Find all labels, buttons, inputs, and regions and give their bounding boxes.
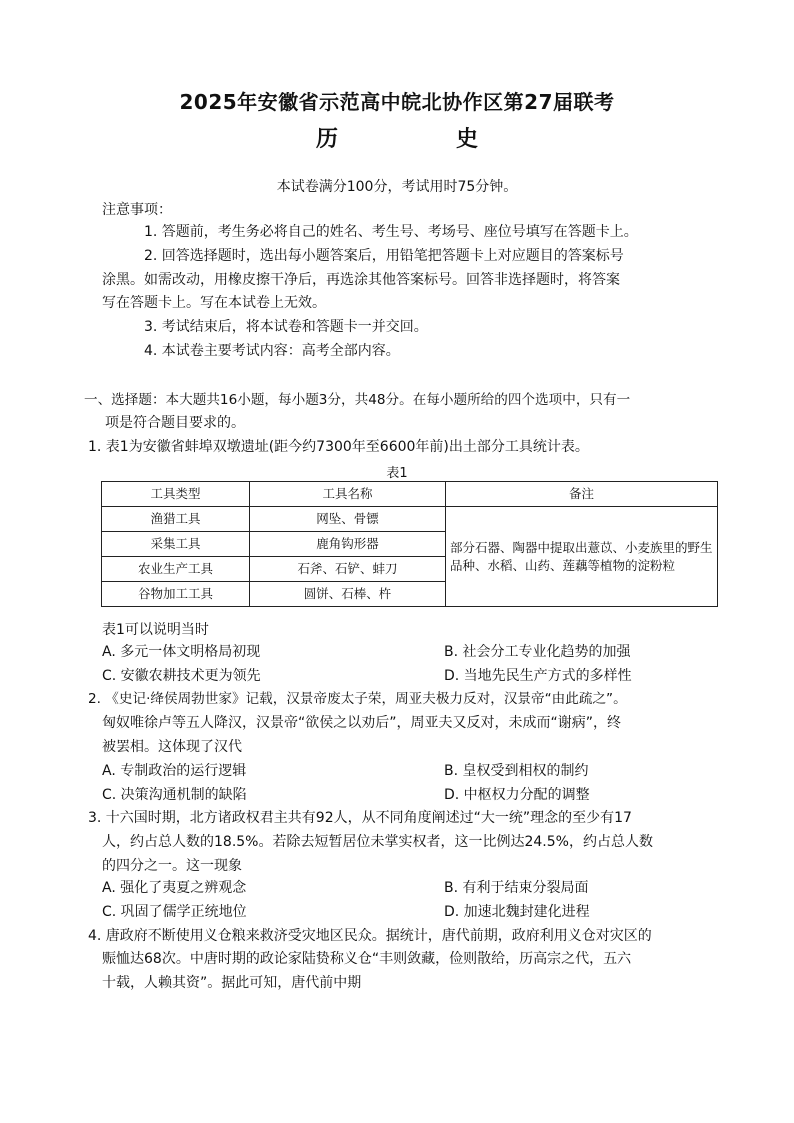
table-row xyxy=(102,507,718,532)
table-cell-type: 渔猎工具 xyxy=(102,507,250,532)
table-caption: 表1 xyxy=(386,466,408,481)
q2-option-b: B. 皇权受到相权的制约 xyxy=(444,763,589,779)
table-cell-names: 鹿角钩形器 xyxy=(250,532,446,557)
table-cell-note: 部分石器、陶器中提取出薏苡、小麦族里的野生品种、水稻、山药、莲藕等植物的淀粉粒 xyxy=(446,507,718,607)
note-1: 1. 答题前，考生务必将自己的姓名、考生号、考场号、座位号填写在答题卡上。 xyxy=(144,224,638,240)
q3-line-2: 人，约占总人数的18.5%。若除去短暂居位未掌实权者，这一比例达24.5%，约占总人数 xyxy=(102,834,653,850)
table-cell-type: 农业生产工具 xyxy=(102,557,250,582)
q1-option-c: C. 安徽农耕技术更为领先 xyxy=(102,668,261,684)
section-heading-line-2: 项是符合题目要求的。 xyxy=(105,415,245,431)
note-2-line-3: 写在答题卡上。写在本试卷上无效。 xyxy=(102,295,326,311)
table-header-cell: 工具名称 xyxy=(250,482,446,507)
notes-heading: 注意事项： xyxy=(102,202,172,218)
q2-line-2: 匈奴唯徐卢等五人降汉，汉景帝“欲侯之以劝后”，周亚夫又反对，未成而“谢病”，终 xyxy=(102,715,622,731)
q2-option-a: A. 专制政治的运行逻辑 xyxy=(102,763,247,779)
note-2-line-1: 2. 回答选择题时，选出每小题答案后，用铅笔把答题卡上对应题目的答案标号 xyxy=(144,248,624,264)
q4-line-1: 4. 唐政府不断使用义仓粮来救济受灾地区民众。据统计，唐代前期，政府利用义仓对灾区的 xyxy=(88,928,652,944)
table-header-row xyxy=(102,482,718,507)
q3-line-3: 的四分之一。这一现象 xyxy=(102,858,242,874)
table-cell-type: 谷物加工工具 xyxy=(102,582,250,607)
q3-option-c: C. 巩固了儒学正统地位 xyxy=(102,904,247,920)
q4-line-3: 十载，人赖其资”。据此可知，唐代前中期 xyxy=(102,975,362,991)
note-3: 3. 考试结束后，将本试卷和答题卡一并交回。 xyxy=(144,319,428,335)
q4-line-2: 赈恤达68次。中唐时期的政论家陆贽称义仓“丰则敛藏，俭则散给，历高宗之代，五六 xyxy=(102,951,632,967)
subject-char-2: 史 xyxy=(456,127,479,152)
score-time-line: 本试卷满分100分，考试用时75分钟。 xyxy=(276,179,518,195)
q2-option-d: D. 中枢权力分配的调整 xyxy=(444,787,590,803)
table-cell-names: 圆饼、石棒、杵 xyxy=(250,582,446,607)
q3-option-d: D. 加速北魏封建化进程 xyxy=(444,904,590,920)
q1-stem: 1. 表1为安徽省蚌埠双墩遗址(距今约7300年至6600年前)出土部分工具统计表。 xyxy=(88,439,589,455)
note-4: 4. 本试卷主要考试内容：高考全部内容。 xyxy=(144,343,400,359)
table-header-cell: 备注 xyxy=(446,482,718,507)
q3-option-a: A. 强化了夷夏之辨观念 xyxy=(102,880,247,896)
exam-title: 2025年安徽省示范高中皖北协作区第27届联考 xyxy=(179,90,615,114)
q1-option-b: B. 社会分工专业化趋势的加强 xyxy=(444,644,631,660)
section-heading-line-1: 一、选择题：本大题共16小题，每小题3分，共48分。在每小题所给的四个选项中，只有一 xyxy=(84,392,631,408)
q2-option-c: C. 决策沟通机制的缺陷 xyxy=(102,787,247,803)
q1-question: 表1可以说明当时 xyxy=(102,622,209,638)
tool-statistics-table xyxy=(101,481,718,607)
q2-line-3: 被罢相。这体现了汉代 xyxy=(102,739,242,755)
subject-char-1: 历 xyxy=(316,127,339,152)
note-2-line-2: 涂黑。如需改动，用橡皮擦干净后，再选涂其他答案标号。回答非选择题时，将答案 xyxy=(102,272,620,288)
table-cell-names: 石斧、石铲、蚌刀 xyxy=(250,557,446,582)
table-cell-type: 采集工具 xyxy=(102,532,250,557)
table-header-cell: 工具类型 xyxy=(102,482,250,507)
q1-option-d: D. 当地先民生产方式的多样性 xyxy=(444,668,632,684)
table-cell-names: 网坠、骨镖 xyxy=(250,507,446,532)
q2-line-1: 2. 《史记·绛侯周勃世家》记载，汉景帝废太子荣，周亚夫极力反对，汉景帝“由此疏之”。 xyxy=(88,691,627,707)
q3-line-1: 3. 十六国时期，北方诸政权君主共有92人，从不同角度阐述过“大一统”理念的至少有17 xyxy=(88,810,632,826)
q3-option-b: B. 有利于结束分裂局面 xyxy=(444,880,589,896)
q1-option-a: A. 多元一体文明格局初现 xyxy=(102,644,261,660)
